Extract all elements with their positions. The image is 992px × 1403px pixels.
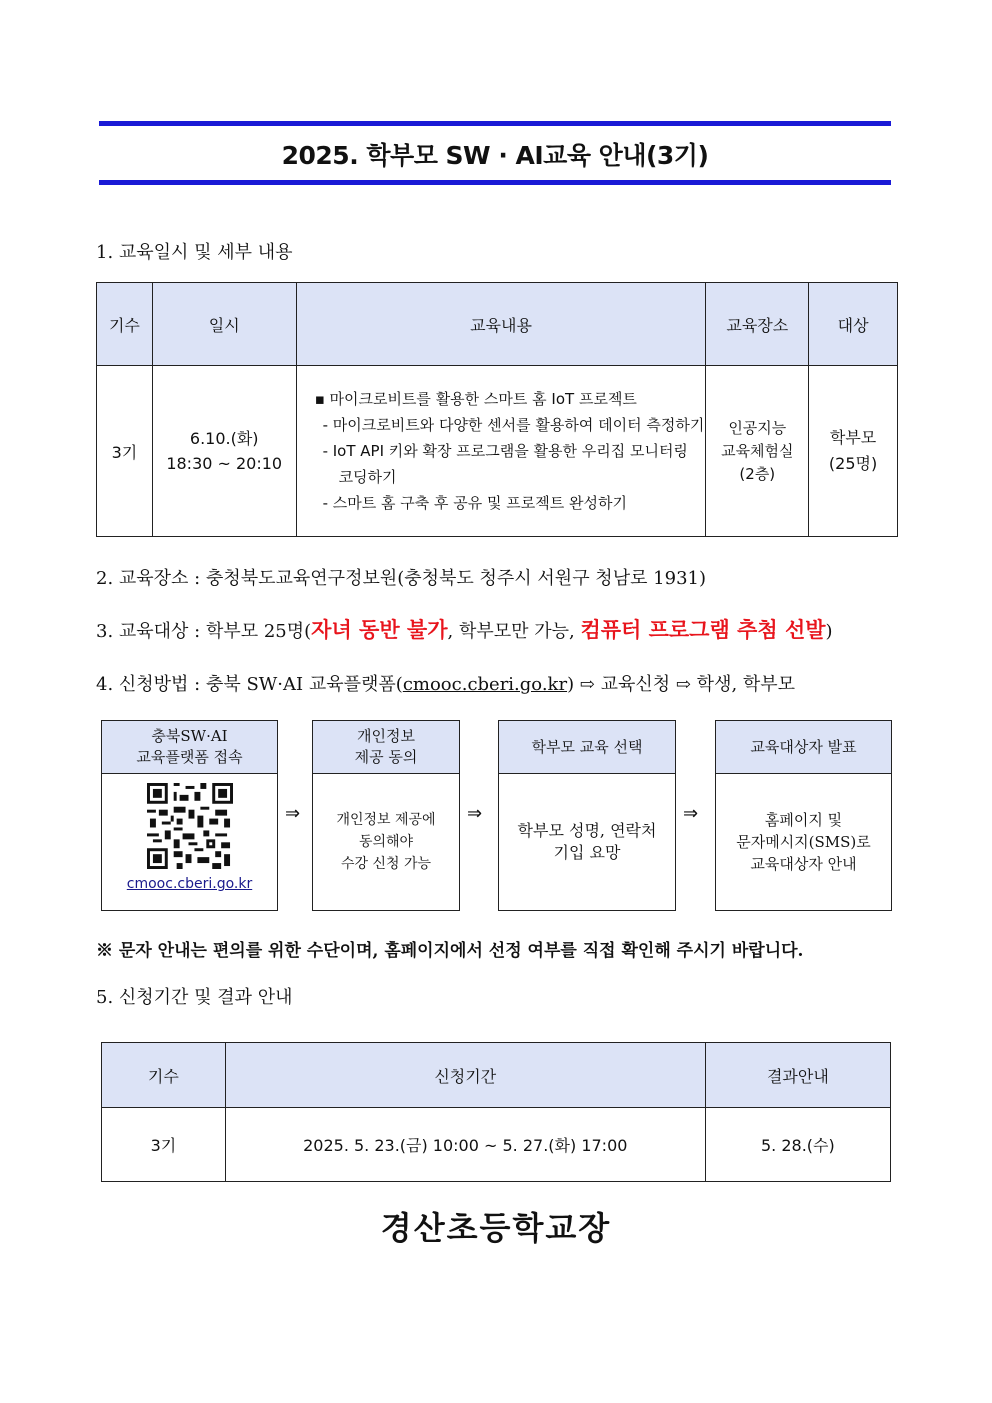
page-title: 2025. 학부모 SW · AI교육 안내(3기)	[281, 141, 709, 170]
section2-value: 충청북도교육연구정보원(충청북도 청주시 서원구 청남로 1931)	[205, 568, 707, 589]
cell-term: 3기	[102, 1108, 226, 1182]
content-item: - 마이크로비트와 다양한 센서를 활용하여 데이터 측정하기	[322, 416, 705, 434]
section2-line	[96, 564, 706, 590]
content-item-continued: 코딩하기	[338, 468, 397, 486]
content-item: - IoT API 키와 확장 프로그램을 활용한 우리집 모니터링	[322, 442, 688, 460]
title-bottom-rule	[99, 180, 891, 185]
cell-place	[706, 366, 809, 537]
step-body	[499, 774, 675, 910]
step-arrow-icon: ⇒	[285, 803, 301, 824]
step-body-line: 개인정보 제공에	[336, 812, 436, 828]
step-body-line: 교육대상자 안내	[750, 855, 857, 873]
step-title-line: 학부모 교육 선택	[531, 737, 643, 756]
section4-rest: ) ⇨ 교육신청 ⇨ 학생, 학부모	[567, 674, 796, 695]
place-line: (2층)	[739, 464, 776, 483]
platform-link[interactable]: cmooc.cberi.go.kr	[402, 674, 568, 695]
cell-datetime	[152, 366, 296, 537]
step-title-line: 개인정보	[357, 727, 415, 745]
col-term: 기수	[97, 283, 153, 366]
col-term: 기수	[102, 1043, 226, 1108]
step-body	[716, 774, 891, 910]
section2-label: 2. 교육장소 :	[96, 568, 206, 589]
col-content: 교육내용	[296, 283, 706, 366]
target-line: 학부모	[829, 428, 877, 447]
step-title	[499, 721, 675, 774]
step-title	[102, 721, 277, 774]
date-text: 6.10.(화)	[189, 429, 259, 448]
cell-result: 5. 28.(수)	[705, 1108, 890, 1182]
section3-label: 3. 교육대상 : 학부모 25명(	[96, 621, 312, 642]
place-line: 인공지능	[728, 418, 787, 437]
section3-middle: , 학부모만 가능,	[447, 621, 581, 642]
col-target: 대상	[809, 283, 898, 366]
step-platform-access	[101, 720, 278, 911]
step-title	[313, 721, 459, 774]
step-body-line: 홈페이지 및	[764, 811, 843, 829]
section4-line	[96, 670, 795, 696]
step-title-line: 충북SW·AI	[151, 727, 228, 745]
section4-label: 4. 신청방법 : 충북 SW·AI 교육플랫폼(	[96, 674, 403, 695]
principal-signature: 경산초등학교장	[380, 1209, 612, 1247]
place-line: 교육체험실	[721, 441, 794, 460]
step-body-line: 동의해야	[358, 834, 414, 850]
content-main: ▪ 마이크로비트를 활용한 스마트 홈 IoT 프로젝트	[314, 390, 637, 408]
step-select-education	[498, 720, 676, 911]
cell-target	[809, 366, 898, 537]
time-text: 18:30 ~ 20:10	[166, 454, 283, 473]
step-body-line: 문자메시지(SMS)로	[736, 833, 871, 851]
col-datetime: 일시	[152, 283, 296, 366]
section3-end: )	[825, 621, 833, 642]
step-body	[102, 774, 277, 910]
section1-heading: 1. 교육일시 및 세부 내용	[96, 242, 293, 263]
step-title-line: 제공 동의	[354, 748, 418, 766]
step-body	[313, 774, 459, 910]
content-item: - 스마트 홈 구축 후 공유 및 프로젝트 완성하기	[322, 494, 627, 512]
section5-heading: 5. 신청기간 및 결과 안내	[96, 987, 293, 1008]
section3-line	[96, 614, 833, 644]
schedule-table	[96, 282, 898, 537]
step-body-line: 수강 신청 가능	[340, 856, 432, 872]
step-arrow-icon: ⇒	[683, 803, 699, 824]
lottery-notice: 컴퓨터 프로그램 추첨 선발	[580, 618, 826, 642]
step-privacy-consent	[312, 720, 460, 911]
title-top-rule	[99, 121, 891, 126]
step-arrow-icon: ⇒	[467, 803, 483, 824]
cell-term: 3기	[97, 366, 153, 537]
qr-code-icon[interactable]	[147, 783, 233, 869]
col-result: 결과안내	[705, 1043, 890, 1108]
target-line: (25명)	[828, 454, 878, 473]
step-announcement	[715, 720, 892, 911]
sms-note: ※ 문자 안내는 편의를 위한 수단이며, 홈페이지에서 선정 여부를 직접 확인해 주시기 바랍니다.	[96, 941, 804, 961]
step-title-line: 교육플랫폼 접속	[136, 748, 243, 766]
step-title	[716, 721, 891, 774]
application-period-table	[101, 1042, 891, 1182]
step-title-line: 교육대상자 발표	[750, 737, 857, 756]
step-body-line: 기입 요망	[553, 843, 621, 862]
col-place: 교육장소	[706, 283, 809, 366]
cell-period: 2025. 5. 23.(금) 10:00 ~ 5. 27.(화) 17:00	[225, 1108, 705, 1182]
cell-content	[296, 366, 706, 537]
col-period: 신청기간	[225, 1043, 705, 1108]
qr-link[interactable]: cmooc.cberi.go.kr	[126, 876, 253, 892]
step-body-line: 학부모 성명, 연락처	[517, 821, 657, 840]
no-children-notice: 자녀 동반 불가	[311, 618, 448, 642]
